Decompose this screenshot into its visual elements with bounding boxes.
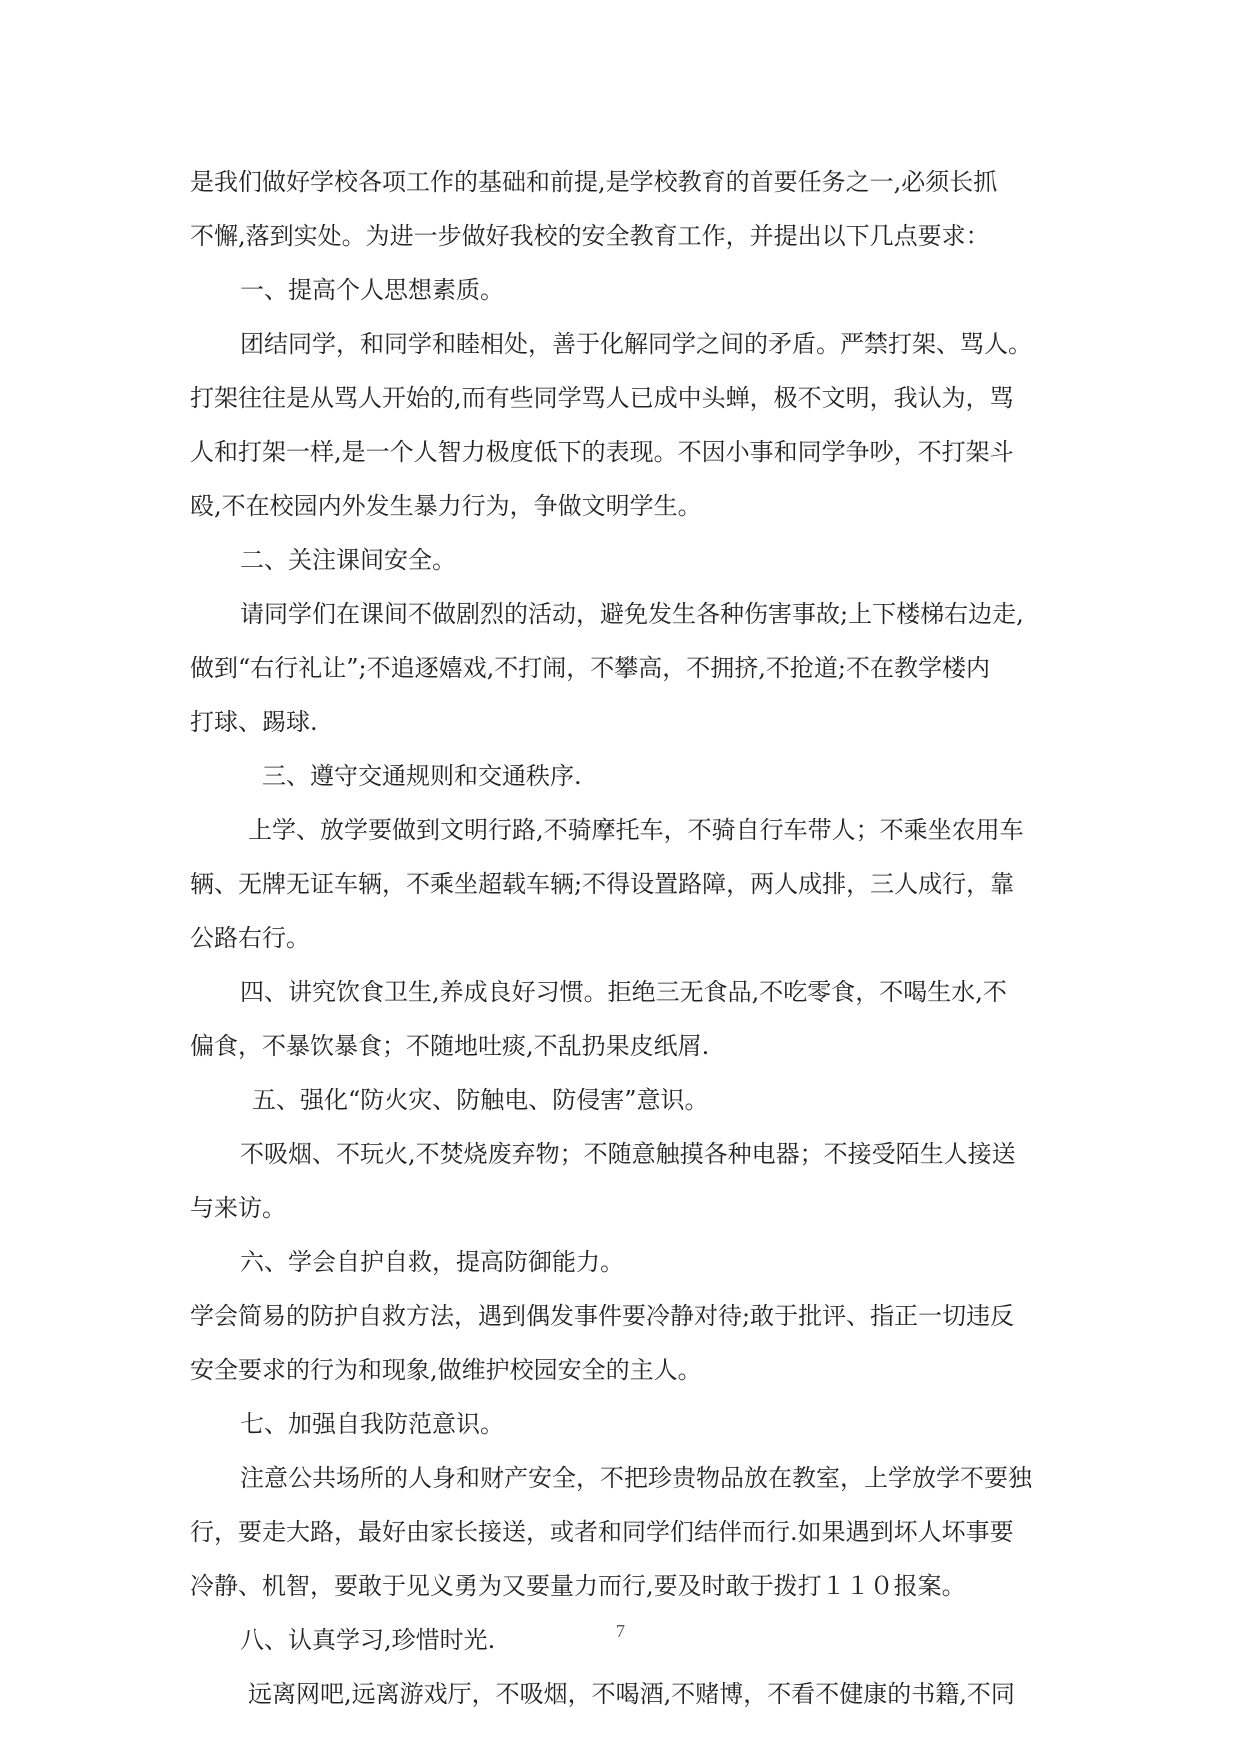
text-line: 公路右行。 xyxy=(190,924,310,952)
text-line: 偏食，不暴饮暴食；不随地吐痰,不乱扔果皮纸屑. xyxy=(190,1032,710,1060)
text-line: 殴,不在校园内外发生暴力行为，争做文明学生。 xyxy=(190,492,702,520)
section-heading-3: 三、遵守交通规则和交通秩序. xyxy=(262,762,582,790)
section-heading-6: 六、学会自护自救，提高防御能力。 xyxy=(240,1248,624,1276)
section-heading-8: 八、认真学习,珍惜时光. xyxy=(240,1626,496,1654)
section-heading-5: 五、强化“防火灾、防触电、防侵害”意识。 xyxy=(252,1086,709,1114)
text-line: 不懈,落到实处。为进一步做好我校的安全教育工作，并提出以下几点要求： xyxy=(190,222,990,250)
text-line: 注意公共场所的人身和财产安全，不把珍贵物品放在教室，上学放学不要独 xyxy=(240,1464,1032,1492)
text-line: 与来访。 xyxy=(190,1194,286,1222)
text-line: 是我们做好学校各项工作的基础和前提,是学校教育的首要任务之一,必须长抓 xyxy=(190,168,998,196)
text-line: 安全要求的行为和现象,做维护校园安全的主人。 xyxy=(190,1356,702,1384)
text-line: 打球、踢球. xyxy=(190,708,318,736)
text-line: 行，要走大路，最好由家长接送，或者和同学们结伴而行.如果遇到坏人坏事要 xyxy=(190,1518,1014,1546)
section-heading-1: 一、提高个人思想素质。 xyxy=(240,276,504,304)
page-number: 7 xyxy=(616,1621,625,1641)
text-line: 远离网吧,远离游戏厅，不吸烟，不喝酒,不赌博，不看不健康的书籍,不同 xyxy=(248,1680,1015,1708)
text-line: 请同学们在课间不做剧烈的活动，避免发生各种伤害事故;上下楼梯右边走, xyxy=(240,600,1024,628)
text-line: 做到“右行礼让”;不追逐嬉戏,不打闹，不攀高，不拥挤,不抢道;不在教学楼内 xyxy=(190,654,990,682)
section-heading-4: 四、讲究饮食卫生,养成良好习惯。拒绝三无食品,不吃零食，不喝生水,不 xyxy=(240,978,1007,1006)
document-body xyxy=(190,155,1060,1721)
text-line: 人和打架一样,是一个人智力极度低下的表现。不因小事和同学争吵，不打架斗 xyxy=(190,438,1014,466)
text-line: 学会简易的防护自救方法，遇到偶发事件要冷静对待;敢于批评、指正一切违反 xyxy=(190,1302,1015,1330)
text-line: 上学、放学要做到文明行路,不骑摩托车，不骑自行车带人；不乘坐农用车 xyxy=(248,816,1024,844)
text-line: 打架往往是从骂人开始的,而有些同学骂人已成中头蝉，极不文明，我认为，骂 xyxy=(190,384,1014,412)
text-line: 团结同学，和同学和睦相处，善于化解同学之间的矛盾。严禁打架、骂人。 xyxy=(240,330,1032,358)
text-line: 冷静、机智，要敢于见义勇为又要量力而行,要及时敢于拨打１１０报案。 xyxy=(190,1572,966,1600)
section-heading-2: 二、关注课间安全。 xyxy=(240,546,456,574)
text-line: 不吸烟、不玩火,不焚烧废弃物；不随意触摸各种电器；不接受陌生人接送 xyxy=(240,1140,1016,1168)
text-line: 辆、无牌无证车辆，不乘坐超载车辆;不得设置路障，两人成排，三人成行，靠 xyxy=(190,870,1015,898)
section-heading-7: 七、加强自我防范意识。 xyxy=(240,1410,504,1438)
